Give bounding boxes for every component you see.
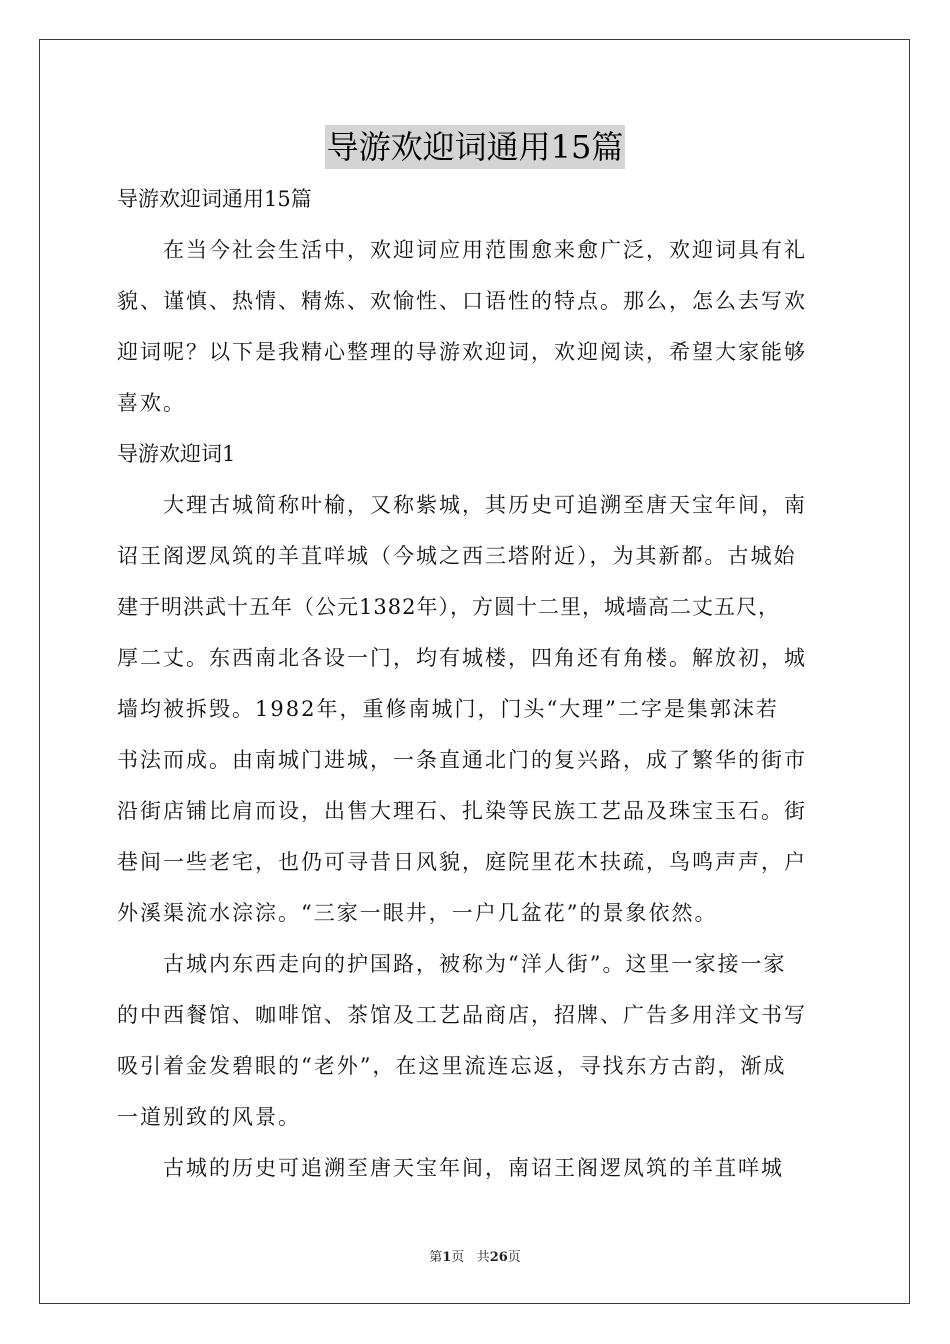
section-heading: 导游欢迎词1 [117, 442, 236, 466]
text-line: 一道别致的风景。 [117, 1105, 301, 1129]
text-line: 古城内东西走向的护国路，被称为“洋人街”。这里一家接一家 [163, 952, 787, 976]
total-prefix: 共 [476, 1250, 490, 1265]
document-subtitle: 导游欢迎词通用15篇 [117, 187, 312, 211]
page-prefix: 第 [429, 1250, 443, 1265]
text-line: 巷间一些老宅，也仍可寻昔日风貌，庭院里花木扶疏，鸟鸣声声，户 [117, 850, 807, 874]
text-line: 建于明洪武十五年（公元1382年），方圆十二里，城墙高二丈五尺， [117, 595, 780, 619]
text-line: 厚二丈。东西南北各设一门，均有城楼，四角还有角楼。解放初，城 [117, 646, 807, 670]
paragraph-3 [117, 1149, 837, 1187]
text-line: 貌、谨慎、热情、精炼、欢愉性、口语性的特点。那么，怎么去写欢 [117, 289, 807, 313]
text-line: 迎词呢？以下是我精心整理的导游欢迎词，欢迎阅读，希望大家能够 [117, 340, 807, 364]
text-line: 诏王阁逻凤筑的羊苴咩城（今城之西三塔附近），为其新都。古城始 [117, 544, 797, 568]
paragraph-2 [117, 945, 837, 1136]
page-suffix: 页 [451, 1250, 465, 1265]
title-container [0, 125, 950, 169]
text-line: 在当今社会生活中，欢迎词应用范围愈来愈广泛，欢迎词具有礼 [163, 238, 807, 262]
total-pages: 26 [489, 1250, 508, 1265]
intro-paragraph [117, 231, 837, 422]
text-line: 墙均被拆毁。1982年，重修南城门，门头“大理”二字是集郭沫若 [117, 697, 779, 721]
text-line: 大理古城简称叶榆，又称紫城，其历史可追溯至唐天宝年间，南 [163, 493, 807, 517]
text-line: 吸引着金发碧眼的“老外”，在这里流连忘返，寻找东方古韵，渐成 [117, 1054, 787, 1078]
paragraph-1 [117, 486, 837, 932]
page-number: 1 [442, 1250, 452, 1265]
text-line: 书法而成。由南城门进城，一条直通北门的复兴路，成了繁华的街市 [117, 748, 807, 772]
page-footer [0, 1246, 950, 1265]
text-line: 沿街店铺比肩而设，出售大理石、扎染等民族工艺品及珠宝玉石。街 [117, 799, 807, 823]
text-line: 的中西餐馆、咖啡馆、茶馆及工艺品商店，招牌、广告多用洋文书写 [117, 1003, 807, 1027]
total-suffix: 页 [507, 1250, 521, 1265]
text-line: 外溪渠流水淙淙。“三家一眼井，一户几盆花”的景象依然。 [117, 901, 718, 925]
document-title: 导游欢迎词通用15篇 [325, 125, 626, 169]
document-body [117, 180, 837, 1187]
text-line: 喜欢。 [117, 391, 186, 415]
text-line: 古城的历史可追溯至唐天宝年间，南诏王阁逻凤筑的羊苴咩城 [163, 1156, 784, 1180]
